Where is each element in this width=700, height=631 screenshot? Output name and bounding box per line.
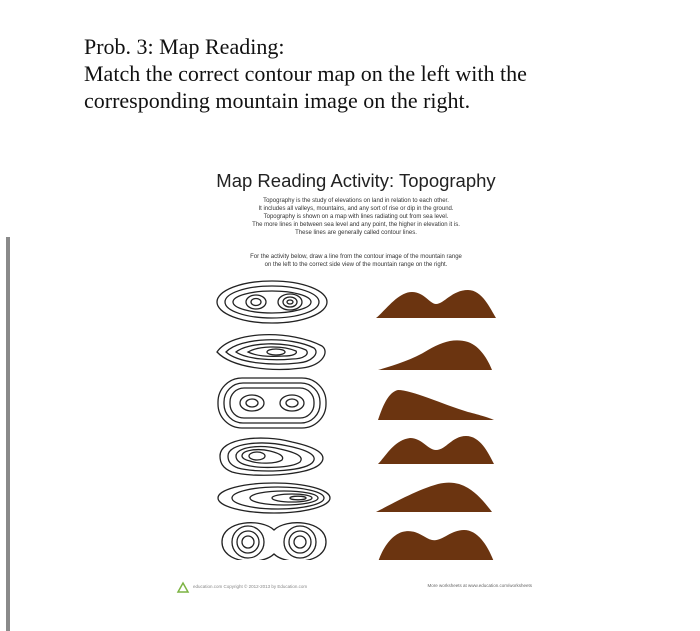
footer-left-text: education.com Copyright © 2012-2013 by Education.com [193,584,308,590]
worksheet-instructions [180,253,532,269]
intro-line: It includes all valleys, mountains, and any sort of rise or dip in the ground. [258,206,454,212]
contour-map-6 [222,523,326,560]
worksheet-footer-left [176,581,307,593]
problem-line-2: corresponding mountain image on the right. [84,88,471,113]
problem-line-1: Match the correct contour map on the left with the [84,61,527,86]
intro-line: These lines are generally called contour lines. [295,230,417,236]
problem-heading: Prob. 3: Map Reading: [84,34,285,59]
instruction-line: For the activity below, draw a line from the contour image of the mountain range [250,254,462,260]
instruction-line: on the left to the correct side view of the mountain range on the right. [264,262,448,268]
mountain-profile-2 [378,340,492,370]
intro-line: Topography is shown on a map with lines radiating out from sea level. [263,214,449,220]
worksheet-intro [190,197,522,237]
mountain-profile-6 [378,530,494,560]
contour-map-3 [218,378,326,428]
problem-statement [84,33,644,114]
mountain-profile-4 [378,436,494,464]
mountain-profile-3 [378,390,494,420]
worksheet-title: Map Reading Activity: Topography [216,170,496,191]
contour-map-1 [217,281,327,323]
contour-map-4 [220,438,323,475]
worksheet-image [170,162,542,602]
contour-map-5 [218,483,330,513]
mountain-profile-1 [376,290,496,318]
left-scrollbar [6,237,10,631]
intro-line: The more lines in between sea level and any point, the higher in elevation it is. [252,222,460,228]
worksheet-footer-right: More worksheets at www.education.com/worksheets [427,583,532,588]
contour-map-2 [217,335,325,370]
mountain-profile-5 [376,483,492,512]
contour-maps-column [212,280,338,560]
education-logo-icon [176,581,190,593]
mountain-profiles-column [372,280,500,560]
intro-line: Topography is the study of elevations on land in relation to each other. [263,198,449,204]
